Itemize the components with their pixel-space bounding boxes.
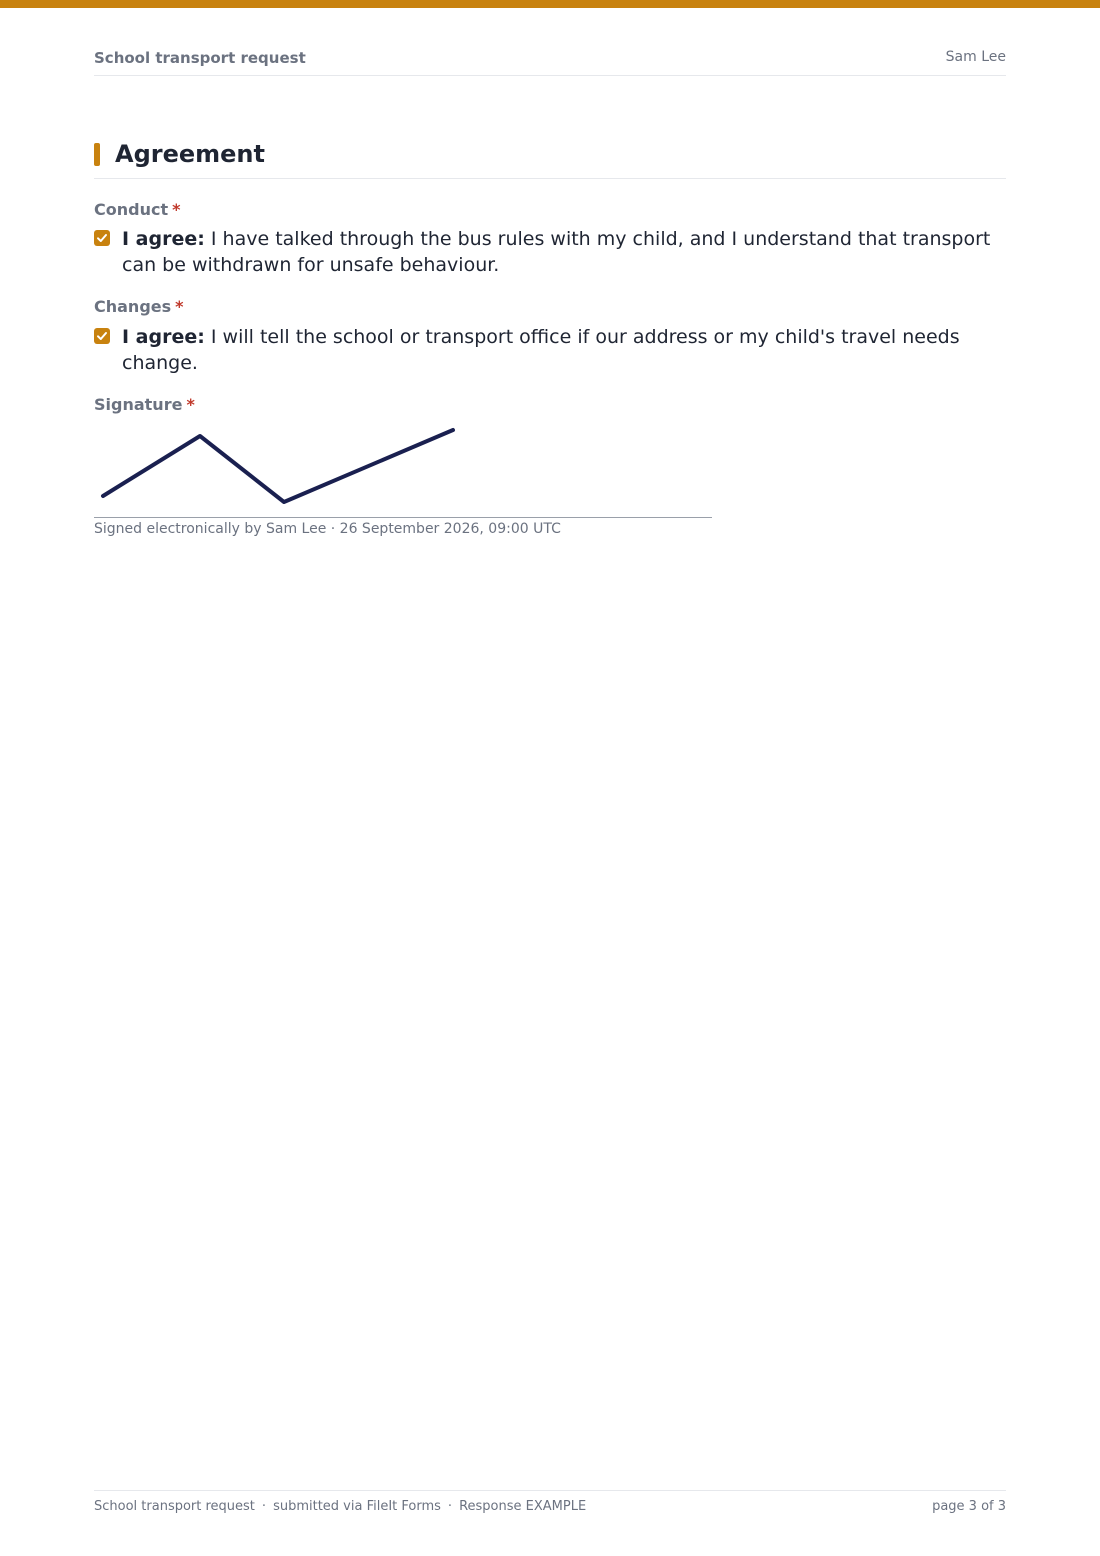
signature-drawing <box>94 420 712 517</box>
agree-label: I agree: <box>122 326 205 348</box>
page-header <box>94 48 1006 76</box>
changes-label <box>94 297 184 316</box>
conduct-statement-text: I have talked through the bus rules with my child, and I understand that transport can be withdrawn for unsafe behaviour. <box>122 228 991 276</box>
section-accent-bar <box>94 143 100 166</box>
respondent-name: Sam Lee <box>945 49 1006 65</box>
signature-label-text: Signature <box>94 395 183 414</box>
footer-separator: · <box>447 1499 453 1514</box>
required-marker: * <box>172 200 181 219</box>
conduct-agreement <box>94 226 994 280</box>
footer-info <box>94 1499 586 1514</box>
conduct-checkbox[interactable] <box>94 230 110 246</box>
required-marker: * <box>186 395 195 414</box>
footer-submitted-via: submitted via FileIt Forms <box>273 1499 441 1514</box>
page-footer <box>94 1490 1006 1521</box>
conduct-label <box>94 200 180 219</box>
changes-checkbox[interactable] <box>94 328 110 344</box>
signature-label <box>94 395 195 414</box>
footer-separator: · <box>261 1499 267 1514</box>
agree-label: I agree: <box>122 228 205 250</box>
section-header-agreement <box>94 140 1006 179</box>
top-accent-bar <box>0 0 1100 8</box>
checkmark-icon <box>96 330 108 342</box>
changes-statement <box>122 324 994 376</box>
conduct-label-text: Conduct <box>94 200 169 219</box>
section-title: Agreement <box>115 140 265 168</box>
changes-statement-text: I will tell the school or transport office if our address or my child's travel needs change. <box>122 326 960 374</box>
footer-response-id: Response EXAMPLE <box>459 1499 587 1514</box>
signature-pad[interactable] <box>94 420 712 518</box>
conduct-statement <box>122 226 994 278</box>
signature-attribution: Signed electronically by Sam Lee · 26 September 2026, 09:00 UTC <box>94 521 561 537</box>
page-number: page 3 of 3 <box>932 1499 1006 1514</box>
required-marker: * <box>175 297 184 316</box>
form-title: School transport request <box>94 49 306 67</box>
changes-label-text: Changes <box>94 297 172 316</box>
footer-form-name: School transport request <box>94 1499 255 1514</box>
changes-agreement <box>94 324 994 378</box>
checkmark-icon <box>96 232 108 244</box>
